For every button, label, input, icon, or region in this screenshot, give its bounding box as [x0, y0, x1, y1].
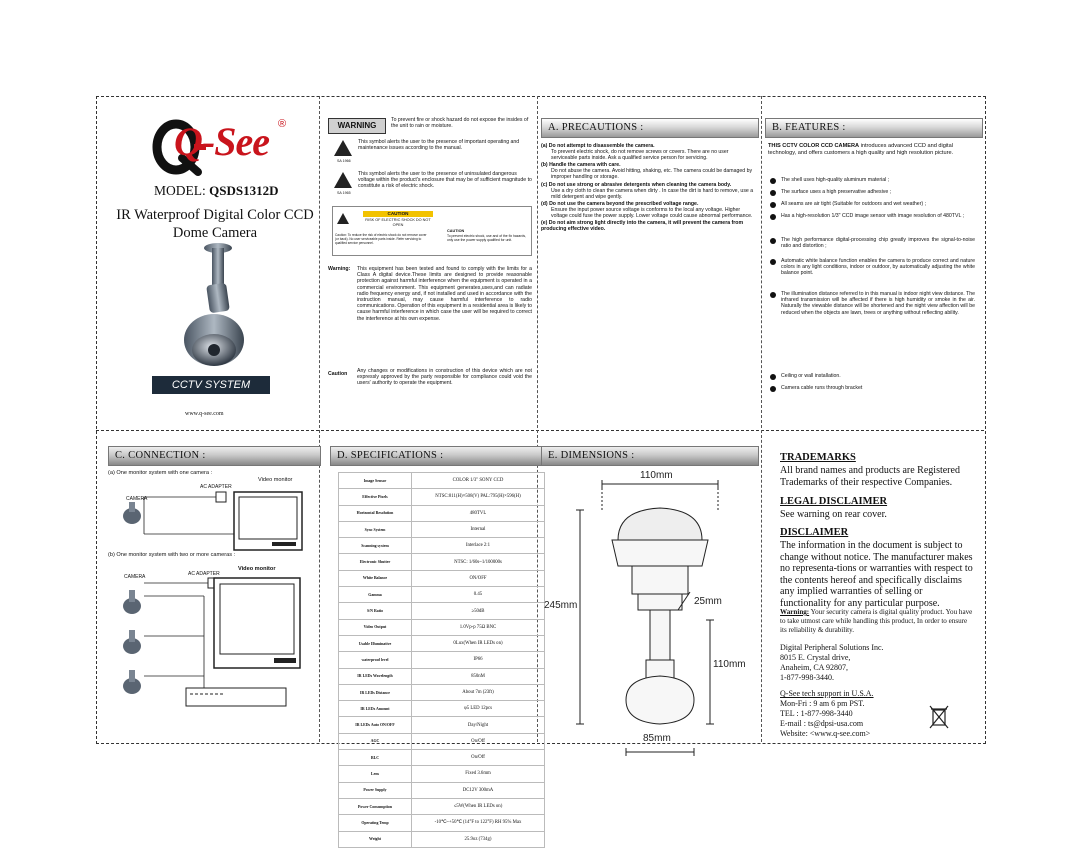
spec-row [339, 733, 545, 749]
precaution-body: Use a dry cloth to clean the camera when dirty . In case the dirt is hard to remove, use a mild detergent and wipe gently. [551, 187, 754, 200]
spec-value: -10℃~+50℃ (14°F to 122°F) RH 95% Max [412, 815, 545, 831]
spec-row [339, 815, 545, 831]
dim-top-width: 110mm [640, 470, 673, 481]
specifications-table [338, 472, 545, 848]
precaution-title: (e) Do not aim strong light directly into the camera, it will prevent the camera from producing effective video. [541, 220, 744, 233]
company-phone: 1-877-998-3440. [780, 673, 834, 682]
spec-row [339, 684, 545, 700]
spec-key: Effective Pixels [339, 489, 412, 505]
care-warning [780, 608, 974, 634]
spec-row [339, 635, 545, 651]
spec-value: ≤5W(When IR LEDs on) [412, 798, 545, 814]
precaution-title: (d) Do not use the camera beyond the prescribed voltage range. [541, 200, 699, 207]
precaution-body: To prevent electric shock, do not remove screws or covers. There are no user serviceable parts inside. Ask a qualified service person for servicing. [551, 149, 729, 162]
dimensions-drawing [560, 470, 760, 770]
spec-key: Video Output [339, 619, 412, 635]
caution-label-left: Caution: To reduce the risk of electric shock do not remove cover (or back). No user serviceable parts inside. Refer servicing to qualified service personnel. [335, 233, 427, 245]
spec-row [339, 538, 545, 554]
spec-row [339, 603, 545, 619]
spec-key: Sync System [339, 521, 412, 537]
spec-key: Image Sensor [339, 473, 412, 489]
sheet-fold-3 [761, 96, 762, 742]
dimensions-header: E. DIMENSIONS : [541, 446, 759, 466]
product-title-2: Dome Camera [172, 225, 258, 241]
connection-a-label: (a) One monitor system with one camera : [108, 470, 213, 476]
feature-bullet-icon [770, 374, 776, 380]
precaution-title: (c) Do not use strong or abrasive detergents when cleaning the camera body. [541, 181, 732, 188]
trademarks-text: All brand names and products are Registered Trademarks of their respective Companies. [780, 465, 960, 488]
feature-item: Automatic white balance function enables the camera to produce correct and nature colors in any light conditions, indoor or outdoor, by automatically adjusting the white balance point. [781, 258, 975, 277]
spec-row [339, 798, 545, 814]
feature-bullet-icon [770, 238, 776, 244]
product-title-1: IR Waterproof Digital Color CCD [116, 207, 314, 223]
features-intro-bold: THIS CCTV COLOR CCD CAMERA [768, 143, 860, 149]
model-line [154, 183, 278, 199]
spec-row [339, 668, 545, 684]
warning-fcc-text: This equipment has been tested and found to comply with the limits for a Class A digital device.These limits are designed to provide reasonable protection against harmful interference when the equipment is operated in a commercial environment. This equipment generates,uses,and can radiate radio frequency energy and, if not installed and used in accordance with the instruction manual, may cause harmful interference to radio communications. Operation of this equipment in a residential area is likely to cause harmful interference in which case the user will be required to correct the interference at his own expense. [357, 266, 532, 322]
precaution-title: (a) Do not attempt to disassemble the camera. [541, 143, 655, 149]
spec-value: DC12V 300mA [412, 782, 545, 798]
spec-value: Interlace 2:1 [412, 538, 545, 554]
precautions-header: A. PRECAUTIONS : [541, 118, 759, 138]
spec-row [339, 831, 545, 847]
feature-item: The surface uses a high preservative adhesive ; [781, 189, 892, 195]
specifications-header: D. SPECIFICATIONS : [330, 446, 542, 466]
spec-value: On/Off [412, 733, 545, 749]
spec-row [339, 619, 545, 635]
spec-key: IR LEDs Auto ON/OFF [339, 717, 412, 733]
cover-website: www.q-see.com [185, 411, 224, 417]
spec-value: NTSC: 1/60s~1/100000s [412, 554, 545, 570]
dim-arm-length: 245mm [544, 600, 578, 611]
connection-b-label: (b) One monitor system with two or more cameras : [108, 552, 236, 558]
spec-row [339, 587, 545, 603]
disclaimer-text: The information in the document is subject to change without notice. The manufacturer makes no representa-tions or warranties with respect to the contents hereof and specifically disclaims any implied warranties of selling or functionality for any particular purpose. [780, 540, 973, 609]
features-intro [768, 143, 978, 156]
connection-header: C. CONNECTION : [108, 446, 321, 466]
features-header: B. FEATURES : [765, 118, 983, 138]
spec-value: φ5 LED 12pcs [412, 701, 545, 717]
care-warning-text: Your security camera is digital quality product. You have to take utmost care while handling this product, In order to ensure its reliability & durability. [780, 608, 973, 634]
spec-value: On/Off [412, 750, 545, 766]
spec-value: 0.45 [412, 587, 545, 603]
spec-key: Usable Illuminative [339, 635, 412, 651]
warning-triangle-icon [337, 213, 349, 224]
connection-b-diagram [104, 576, 314, 716]
spec-row [339, 554, 545, 570]
connection-a-monitor-label: Video monitor [258, 477, 293, 483]
spec-value: ON/OFF [412, 570, 545, 586]
feature-item: Has a high-resolution 1/3" CCD image sensor with image resolution of 480TVL ; [781, 213, 965, 219]
company-name: Digital Peripheral Solutions Inc. [780, 643, 884, 652]
spec-key: Operating Temp [339, 815, 412, 831]
spec-key: Gamma [339, 587, 412, 603]
warning-box-text: To prevent fire or shock hazard do not expose the insides of the unit to rain or moisture. [391, 117, 529, 130]
spec-key: White Balance [339, 570, 412, 586]
support-tel: TEL : 1-877-998-3440 [780, 709, 853, 718]
connection-b-camera-label: CAMERA [124, 574, 146, 580]
spec-key: BLC [339, 750, 412, 766]
precautions-list [541, 143, 755, 232]
spec-row [339, 652, 545, 668]
dim-arm-diameter: 25mm [694, 596, 722, 607]
spec-key: Lens [339, 766, 412, 782]
feature-item: All seams are air tight (Suitable for outdoors and wet weather) ; [781, 201, 927, 207]
connection-b-adapter-label: AC ADAPTER [188, 571, 220, 577]
precaution-body: Do not abuse the camera. Avoid hitting, shaking, etc. The camera could be damaged by improper handling or storage. [551, 168, 753, 181]
spec-value: NTSC:811(H)×508(V) PAL:795(H)×596(H) [412, 489, 545, 505]
spec-value: Internal [412, 521, 545, 537]
disclaimer-heading: DISCLAIMER [780, 527, 849, 538]
spec-row [339, 782, 545, 798]
spec-value: 1.0Vp-p 75Ω BNC [412, 619, 545, 635]
spec-value: Day/Night [412, 717, 545, 733]
spec-key: AGC [339, 733, 412, 749]
caution-right-title: CAUTION [447, 229, 465, 233]
feature-bullet-icon [770, 202, 776, 208]
spec-value: ≥50dB [412, 603, 545, 619]
feature-item: Camera cable runs through bracket [781, 385, 863, 391]
symbol1-text: This symbol alerts the user to the presence of important operating and maintenance issues according to the manual. [358, 139, 520, 152]
spec-key: Power Supply [339, 782, 412, 798]
connection-a-camera-label: CAMERA [126, 496, 148, 502]
spec-value: 25.9oz (734g) [412, 831, 545, 847]
caution-right-text: To prevent electric shock, use and of the fix hazards, only use the power supply qualified for unit. [447, 234, 526, 243]
model-label: MODEL: [154, 183, 206, 198]
trademarks-heading: TRADEMARKS [780, 452, 856, 463]
dim-base-width: 85mm [643, 733, 671, 744]
support-email[interactable]: E-mail : ts@dpsi-usa.com [780, 719, 864, 728]
spec-key: Scanning system [339, 538, 412, 554]
feature-item: Ceiling or wall installation. [781, 373, 841, 379]
model-number: QSDS1312D [209, 183, 279, 198]
support-hours: Mon-Fri : 9 am 6 pm PST. [780, 699, 865, 708]
spec-key: IR LEDs Amount [339, 701, 412, 717]
address-line2: Anaheim, CA 92807, [780, 663, 848, 672]
spec-key: waterproof level [339, 652, 412, 668]
cctv-system-banner: CCTV SYSTEM [152, 376, 270, 394]
warning-fcc-label: Warning: [328, 266, 351, 272]
spec-key: IR LEDs Wavelength [339, 668, 412, 684]
spec-row [339, 505, 545, 521]
spec-row [339, 570, 545, 586]
feature-bullet-icon [770, 259, 776, 265]
dim-height: 110mm [713, 659, 746, 670]
logo-registered-mark: ® [278, 118, 287, 130]
legal-disclaimer-text: See warning on rear cover. [780, 509, 887, 520]
feature-bullet-icon [770, 386, 776, 392]
feature-bullet-icon [770, 214, 776, 220]
care-warning-label: Warning: [780, 608, 810, 616]
feature-bullet-icon [770, 190, 776, 196]
feature-item: The high performance digital-processing chip greatly improves the signal-to-noise ratio and distortion ; [781, 237, 975, 250]
spec-row [339, 701, 545, 717]
caution-label-graphic [332, 206, 532, 256]
symbol2-text: This symbol alerts the user to the presence of uninsulated dangerous voltage within the product's enclosure that may be of sufficient magnitude to constitute a risk of electric shock. [358, 171, 532, 190]
spec-key: IR LEDs Distance [339, 684, 412, 700]
spec-value: COLOR 1/3" SONY CCD [412, 473, 545, 489]
logo-text: Q-See [174, 119, 269, 164]
spec-value: About 7m (23ft) [412, 684, 545, 700]
spec-value: 850nM [412, 668, 545, 684]
feature-item: The shell uses high-quality aluminum material ; [781, 177, 890, 183]
symbol1-code: SA 1966 [337, 159, 351, 163]
precaution-body: Ensure the input power source voltage is conforms to the local any voltage. Higher voltage could fuse the power supply. Lower voltage could cause abnormal performance. [551, 206, 753, 220]
exclamation-triangle-icon [334, 140, 352, 156]
caution-label-sub: RISK OF ELECTRIC SHOCK DO NOT OPEN [365, 218, 431, 228]
connection-a-diagram [104, 484, 314, 554]
spec-row [339, 473, 545, 489]
spec-row [339, 717, 545, 733]
warning-box-label: WARNING [328, 118, 386, 134]
symbol2-code: SA 1965 [337, 191, 351, 195]
spec-key: Weight [339, 831, 412, 847]
spec-value: 480TVL [412, 505, 545, 521]
caution2-label: Caution [328, 371, 348, 377]
spec-row [339, 766, 545, 782]
spec-key: S/N Ratio [339, 603, 412, 619]
weee-bin-icon [928, 704, 950, 730]
q-see-logo [152, 114, 292, 176]
address-line1: 8015 E. Crystal drive, [780, 653, 851, 662]
spec-row [339, 489, 545, 505]
precaution-title: (b) Handle the camera with care. [541, 162, 621, 169]
legal-disclaimer-heading: LEGAL DISCLAIMER [780, 496, 888, 507]
connection-a-adapter-label: AC ADAPTER [200, 484, 232, 490]
spec-value: Fixed 3.6mm [412, 766, 545, 782]
sheet-fold-horizontal [96, 430, 984, 431]
spec-key: Power Consumption [339, 798, 412, 814]
feature-item: The illumination distance referred to in this manual is indoor night view distance. The infrared transmission will be affected if there is high humidity or smoke in the air. Naturally the viewable distance will be shortened and the night view affection will be reduced when the objects are lawn, trees or anything without reflecting ability. [781, 291, 975, 316]
spec-row [339, 521, 545, 537]
spec-row [339, 750, 545, 766]
feature-bullet-icon [770, 178, 776, 184]
dome-camera-image [178, 240, 248, 370]
caution-label-title: CAUTION [363, 211, 433, 217]
feature-bullet-icon [770, 292, 776, 298]
spec-key: Horizontal Resolution [339, 505, 412, 521]
lightning-triangle-icon [334, 172, 352, 188]
spec-key: Electronic Shutter [339, 554, 412, 570]
spec-value: 0Lux(When IR LEDs on) [412, 635, 545, 651]
spec-value: IP66 [412, 652, 545, 668]
connection-b-monitor-label: Video monitor [238, 566, 276, 572]
sheet-fold-1 [319, 96, 320, 742]
support-website[interactable]: Website: <www.q-see.com> [780, 729, 871, 738]
caution2-text: Any changes or modifications in construction of this device which are not expressly approved by the party responsible for compliance could void the users' authority to operate the equipment. [357, 368, 532, 387]
features-intro-rest: introduces advanced CCD and digital technology, and offers customers a high quality and high resolution picture. [768, 143, 954, 156]
support-heading: Q-See tech support in U.S.A. [780, 689, 874, 698]
